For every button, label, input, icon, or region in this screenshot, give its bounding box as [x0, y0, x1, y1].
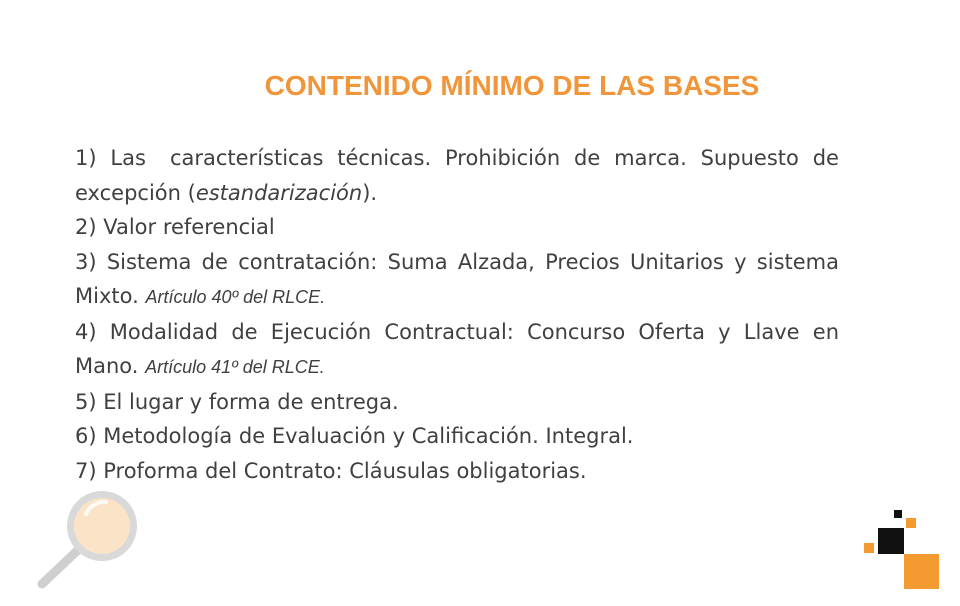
item-3-note: Artículo 40º del RLCE. [145, 287, 326, 307]
item-5-text: 5) El lugar y forma de entrega. [75, 389, 399, 414]
item-2-text: 2) Valor referencial [75, 215, 275, 239]
item-4-note: Artículo 41º del RLCE. [145, 357, 325, 377]
list-item-7 [75, 454, 839, 489]
magnifying-glass-icon [30, 488, 150, 598]
list-item-6 [75, 419, 839, 454]
list-item-2 [75, 210, 839, 245]
item-3-text: 3) Sistema de contratación: Suma Alzada, Precios Unitarios y sistema Mixto. [75, 249, 839, 308]
list-item-1 [75, 141, 839, 210]
item-7-text: 7) Proforma del Contrato: Cláusulas obligatorias. [75, 458, 587, 483]
item-1-text: características técnicas. Prohibición de marca. Supuesto de excepción ( [75, 146, 839, 205]
item-1-number: 1) Las [75, 146, 146, 170]
item-1-end: ). [362, 180, 378, 205]
list-item-5 [75, 385, 839, 420]
list-item-3 [75, 245, 839, 315]
pixel-squares-logo [860, 506, 950, 598]
item-4-text: 4) Modalidad de Ejecución Contractual: Concurso Oferta y Llave en Mano. [75, 319, 839, 378]
item-1-emphasis: estandarización [195, 180, 363, 205]
content-list [75, 141, 839, 488]
list-item-4 [75, 315, 839, 385]
item-6-text: 6) Metodología de Evaluación y Calificación. Integral. [75, 424, 634, 448]
slide-title: CONTENIDO MÍNIMO DE LAS BASES [264, 70, 760, 101]
